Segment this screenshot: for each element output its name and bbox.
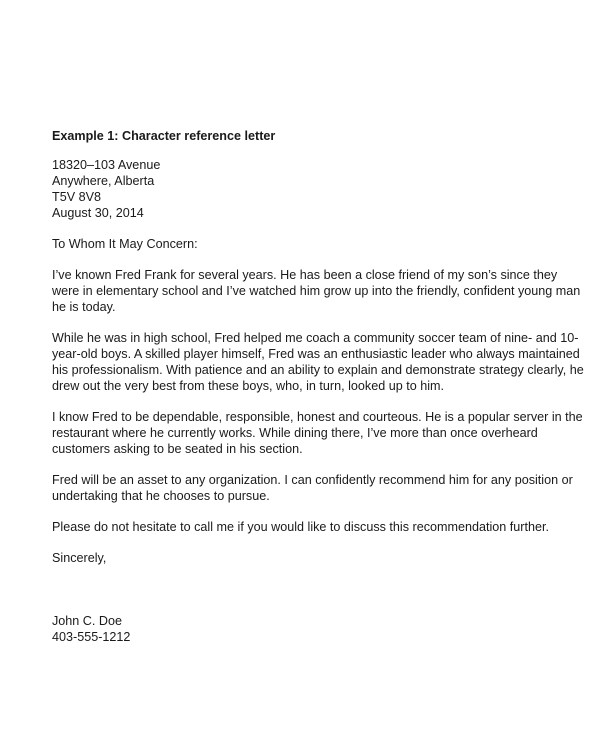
paragraph-line: were in elementary school and I’ve watched him grow up into the friendly, confident young man	[52, 284, 581, 298]
sender-address-block	[52, 157, 562, 221]
paragraph-line: I know Fred to be dependable, responsible, honest and courteous. He is a popular server in the	[52, 410, 583, 424]
paragraph-line: his professionalism. With patience and an ability to explain and demonstrate strategy clearly, he	[52, 363, 584, 377]
signature-block	[52, 613, 562, 645]
paragraph-line: I’ve known Fred Frank for several years. He has been a close friend of my son’s since they	[52, 268, 558, 282]
paragraph-line: Fred will be an asset to any organization. I can confidently recommend him for any position or	[52, 473, 573, 487]
paragraph-line: restaurant where he currently works. While dining there, I’ve more than once overheard	[52, 426, 538, 440]
paragraph-1	[52, 267, 581, 315]
paragraph-2	[52, 330, 584, 394]
closing: Sincerely,	[52, 551, 107, 565]
signer-name: John C. Doe	[52, 614, 123, 628]
paragraph-line: Please do not hesitate to call me if you would like to discuss this recommendation further.	[52, 520, 550, 534]
paragraph-line: While he was in high school, Fred helped me coach a community soccer team of nine- and 10-	[52, 331, 579, 345]
paragraph-line: drew out the very best from these boys, who, in turn, looked up to him.	[52, 379, 445, 393]
salutation: To Whom It May Concern:	[52, 237, 198, 251]
address-city: Anywhere, Alberta	[52, 174, 155, 188]
paragraph-4	[52, 472, 573, 504]
paragraph-3	[52, 409, 583, 457]
paragraph-line: undertaking that he chooses to pursue.	[52, 489, 270, 503]
address-postal-code: T5V 8V8	[52, 190, 102, 204]
letter-heading: Example 1: Character reference letter	[52, 129, 276, 143]
paragraph-line: year-old boys. A skilled player himself, Fred was an enthusiastic leader who always maintained	[52, 347, 580, 361]
signer-phone: 403-555-1212	[52, 630, 131, 644]
letter-body	[52, 128, 584, 645]
paragraph-5	[52, 519, 562, 535]
paragraph-line: he is today.	[52, 300, 116, 314]
address-street: 18320–103 Avenue	[52, 158, 161, 172]
paragraph-line: customers asking to be seated in his section.	[52, 442, 303, 456]
letter-date: August 30, 2014	[52, 206, 144, 220]
